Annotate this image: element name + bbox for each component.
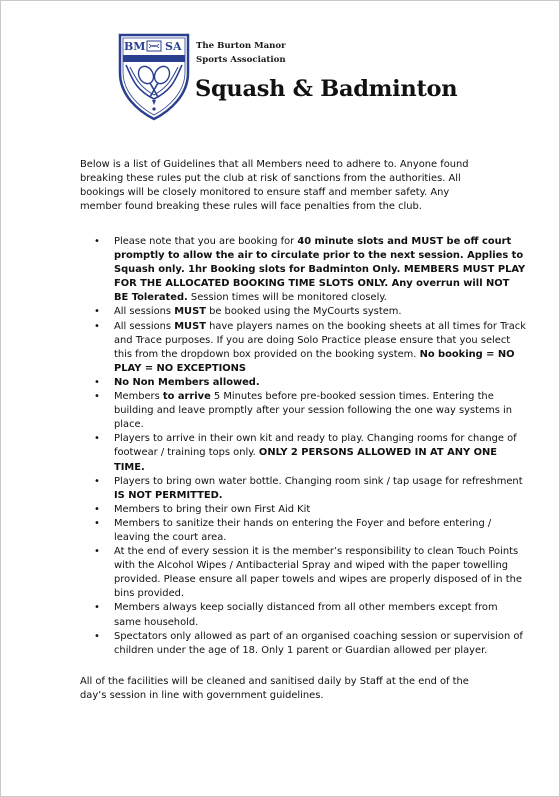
document-title: Squash & Badminton (195, 76, 458, 102)
guideline-item-10 (114, 545, 526, 601)
guideline-text: Session times will be monitored closely. (187, 292, 387, 304)
guideline-item-4 (114, 376, 526, 390)
guideline-emphasis: No booking = NO PLAY = NO EXCEPTIONS (114, 348, 515, 374)
guideline-text: Players to arrive in their own kit and ready to play. Changing rooms for change of footwear / training tops only. (114, 433, 517, 459)
guideline-text: Please note that you are booking for (114, 236, 298, 247)
guideline-text: At the end of every session it is the member’s responsibility to clean Touch Points with the Alcohol Wipes / Antibacterial Spray and wiped with the paper towelling provided. Please ensure all paper towels and wipes are properly disposed of in the bins provided. (114, 546, 522, 600)
association-line-2: Sports Association (196, 55, 286, 65)
association-crest-logo (118, 33, 190, 121)
guideline-text: All sessions (114, 306, 175, 318)
intro-paragraph: Below is a list of Guidelines that all Members need to adhere to. Anyone found breaking these rules put the club at risk of sanctions from the authorities. All bookings will be closely monitored to ensure staff and member safety. Any member found breaking these rules will face penalties from the club. (80, 159, 469, 213)
guideline-emphasis: MUST (174, 306, 206, 318)
guidelines-list (80, 235, 526, 658)
guideline-item-9 (114, 517, 526, 545)
guideline-text: Members to sanitize their hands on entering the Foyer and before entering / leaving the court area. (114, 517, 492, 543)
guideline-text: be booked using the MyCourts system. (205, 306, 402, 318)
guideline-item-8 (114, 503, 526, 517)
logo-bm-text: BM (124, 40, 146, 53)
guideline-emphasis: ONLY 2 PERSONS ALLOWED IN AT ANY ONE TIME. (114, 447, 498, 473)
guideline-text: All sessions (114, 320, 175, 332)
guideline-emphasis: to arrive (162, 391, 211, 403)
closing-paragraph: All of the facilities will be cleaned and sanitised daily by Staff at the end of the day’s session in line with government guidelines. (80, 676, 469, 702)
guideline-text: Members always keep socially distanced from all other members except from same household. (114, 602, 498, 628)
guideline-text: have players names on the booking sheets at all times for Track and Trace purposes. If you are doing Solo Practice please ensure that you select this from the dropdown box provided on the booking system. (114, 320, 526, 360)
guideline-item-11 (114, 601, 526, 629)
association-line-1: The Burton Manor (196, 41, 286, 51)
guideline-item-6 (114, 432, 526, 474)
guideline-emphasis: MUST (174, 320, 206, 332)
logo-sa-text: SA (165, 40, 182, 53)
guideline-item-12 (114, 630, 526, 658)
guideline-emphasis: 40 minute slots and MUST be off court promptly to allow the air to circulate prior to the next session. Applies to Squash only. 1hr Booking slots for Badminton Only. MEMBERS MUST PLAY FOR THE ALLOCATED BOOKING TIME SLOTS ONLY. Any overrun will NOT BE Tolerated. (114, 236, 526, 304)
guideline-emphasis: IS NOT PERMITTED. (114, 489, 223, 501)
guideline-item-1 (114, 235, 526, 305)
guideline-text: Players to bring own water bottle. Changing room sink / tap usage for refreshment (114, 475, 523, 487)
association-name (196, 39, 286, 67)
guideline-text: Spectators only allowed as part of an organised coaching session or supervision of children under the age of 18. Only 1 parent or Guardian allowed per player. (114, 630, 523, 656)
guideline-item-2 (114, 305, 526, 319)
guideline-text: Members (114, 391, 163, 403)
guideline-item-3 (114, 320, 526, 376)
document-header (118, 33, 498, 128)
guideline-item-5 (114, 390, 526, 432)
guideline-text: Members to bring their own First Aid Kit (114, 503, 311, 515)
guideline-item-7 (114, 475, 526, 503)
guideline-text: 5 Minutes before pre-booked session times. Entering the building and leave promptly after your session following the one way systems in place. (114, 391, 513, 431)
guideline-emphasis: No Non Members allowed. (114, 376, 260, 388)
